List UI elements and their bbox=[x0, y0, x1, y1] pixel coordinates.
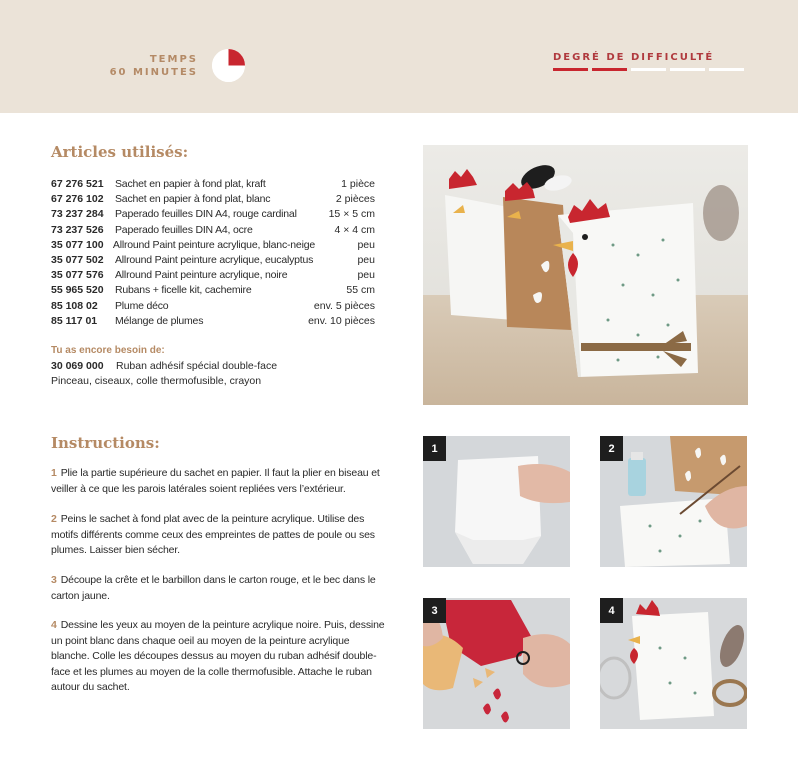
difficulty-bar bbox=[709, 68, 744, 71]
header-band bbox=[0, 0, 798, 113]
difficulty-meter bbox=[553, 68, 744, 71]
article-code: 67 276 521 bbox=[51, 178, 104, 190]
article-row bbox=[51, 283, 375, 298]
article-description: Allround Paint peinture acrylique, blanc-neige bbox=[112, 238, 315, 251]
difficulty-bar bbox=[631, 68, 666, 71]
article-description: Rubans + ficelle kit, cachemire bbox=[115, 284, 252, 297]
article-quantity: 15 × 5 cm bbox=[328, 208, 375, 221]
step-number: 4 bbox=[51, 619, 57, 631]
article-code: 85 108 02 bbox=[51, 299, 98, 312]
article-row bbox=[51, 314, 375, 329]
instructions-title: Instructions: bbox=[51, 434, 160, 452]
article-description: Sachet en papier à fond plat, blanc bbox=[115, 193, 271, 206]
article-quantity: 1 pièce bbox=[341, 178, 375, 190]
article-row bbox=[51, 223, 375, 238]
instruction-step-1 bbox=[51, 466, 389, 497]
article-list bbox=[51, 177, 375, 329]
article-quantity: env. 10 pièces bbox=[308, 314, 375, 327]
time-label: TEMPS bbox=[149, 54, 198, 65]
article-row bbox=[51, 192, 375, 207]
articles-title: Articles utilisés: bbox=[51, 143, 189, 161]
step-number: 2 bbox=[51, 513, 57, 525]
clock-icon bbox=[212, 49, 245, 82]
step-number: 3 bbox=[51, 574, 57, 586]
article-code: 73 237 284 bbox=[51, 208, 104, 221]
extra-item-code: 30 069 000 bbox=[51, 360, 104, 372]
instruction-step-3 bbox=[51, 573, 389, 604]
article-quantity: 2 pièces bbox=[335, 193, 375, 206]
extra-tools: Pinceau, ciseaux, colle thermofusible, crayon bbox=[51, 375, 262, 387]
article-description: Allround Paint peinture acrylique, eucalyptus bbox=[115, 254, 314, 267]
article-description: Plume déco bbox=[115, 299, 169, 312]
article-quantity: 55 cm bbox=[346, 284, 375, 297]
step-photo-3 bbox=[423, 598, 570, 729]
article-code: 35 077 576 bbox=[51, 269, 104, 282]
instruction-step-2 bbox=[51, 512, 389, 559]
step-text: Dessine les yeux au moyen de la peinture acrylique noire. Puis, dessine un point blanc dans chaque oeil au moyen de la peinture acrylique blanche. Colle les découpes dessus au moyen du ruban adhésif double-face et les plumes au moyen de la colle thermofusible. Attache le ruban autour du sachet. bbox=[51, 619, 385, 693]
article-description: Allround Paint peinture acrylique, noire bbox=[115, 269, 288, 282]
article-description: Paperado feuilles DIN A4, rouge cardinal bbox=[115, 208, 297, 221]
article-row bbox=[51, 253, 375, 268]
article-code: 73 237 526 bbox=[51, 223, 104, 236]
extra-item-desc: Ruban adhésif spécial double-face bbox=[116, 360, 278, 372]
article-row bbox=[51, 177, 375, 192]
article-quantity: peu bbox=[357, 269, 375, 282]
difficulty-bar bbox=[553, 68, 588, 71]
difficulty-bar bbox=[670, 68, 705, 71]
hero-photo-chicken-bags bbox=[423, 145, 748, 405]
step-badge-3: 3 bbox=[423, 598, 446, 623]
article-row bbox=[51, 299, 375, 314]
article-code: 85 117 01 bbox=[51, 314, 98, 327]
time-value: 60 MINUTES bbox=[109, 67, 198, 78]
article-code: 35 077 100 bbox=[51, 238, 104, 251]
article-quantity: peu bbox=[357, 238, 375, 251]
article-description: Mélange de plumes bbox=[115, 314, 204, 327]
step-text: Découpe la crête et le barbillon dans le carton rouge, et le bec dans le carton jaune. bbox=[51, 574, 376, 602]
article-row bbox=[51, 238, 375, 253]
article-code: 35 077 502 bbox=[51, 254, 104, 267]
article-code: 67 276 102 bbox=[51, 193, 104, 206]
extra-title: Tu as encore besoin de: bbox=[51, 345, 165, 356]
step-number: 1 bbox=[51, 467, 57, 479]
article-code: 55 965 520 bbox=[51, 284, 104, 297]
instruction-step-4 bbox=[51, 618, 389, 696]
article-description: Sachet en papier à fond plat, kraft bbox=[115, 178, 266, 190]
article-row bbox=[51, 207, 375, 222]
step-photo-4 bbox=[600, 598, 747, 729]
step-badge-2: 2 bbox=[600, 436, 623, 461]
article-quantity: env. 5 pièces bbox=[313, 299, 375, 312]
article-row bbox=[51, 268, 375, 283]
article-description: Paperado feuilles DIN A4, ocre bbox=[115, 223, 253, 236]
step-photo-1 bbox=[423, 436, 570, 567]
difficulty-bar bbox=[592, 68, 627, 71]
article-quantity: 4 × 4 cm bbox=[334, 223, 375, 236]
extra-item-row bbox=[51, 359, 277, 374]
step-text: Peins le sachet à fond plat avec de la peinture acrylique. Utilise des motifs différents comme ceux des empreintes de pattes de poule ou ses plumes. Laisser bien sécher. bbox=[51, 513, 375, 556]
step-photo-2 bbox=[600, 436, 747, 567]
step-badge-1: 1 bbox=[423, 436, 446, 461]
article-quantity: peu bbox=[357, 254, 375, 267]
time-block bbox=[110, 53, 198, 79]
difficulty-label: DEGRÉ DE DIFFICULTÉ bbox=[553, 52, 715, 63]
step-badge-4: 4 bbox=[600, 598, 623, 623]
step-text: Plie la partie supérieure du sachet en papier. Il faut la plier en biseau et veiller à ce que les parois latérales soient repliées vers l’extérieur. bbox=[51, 467, 380, 495]
